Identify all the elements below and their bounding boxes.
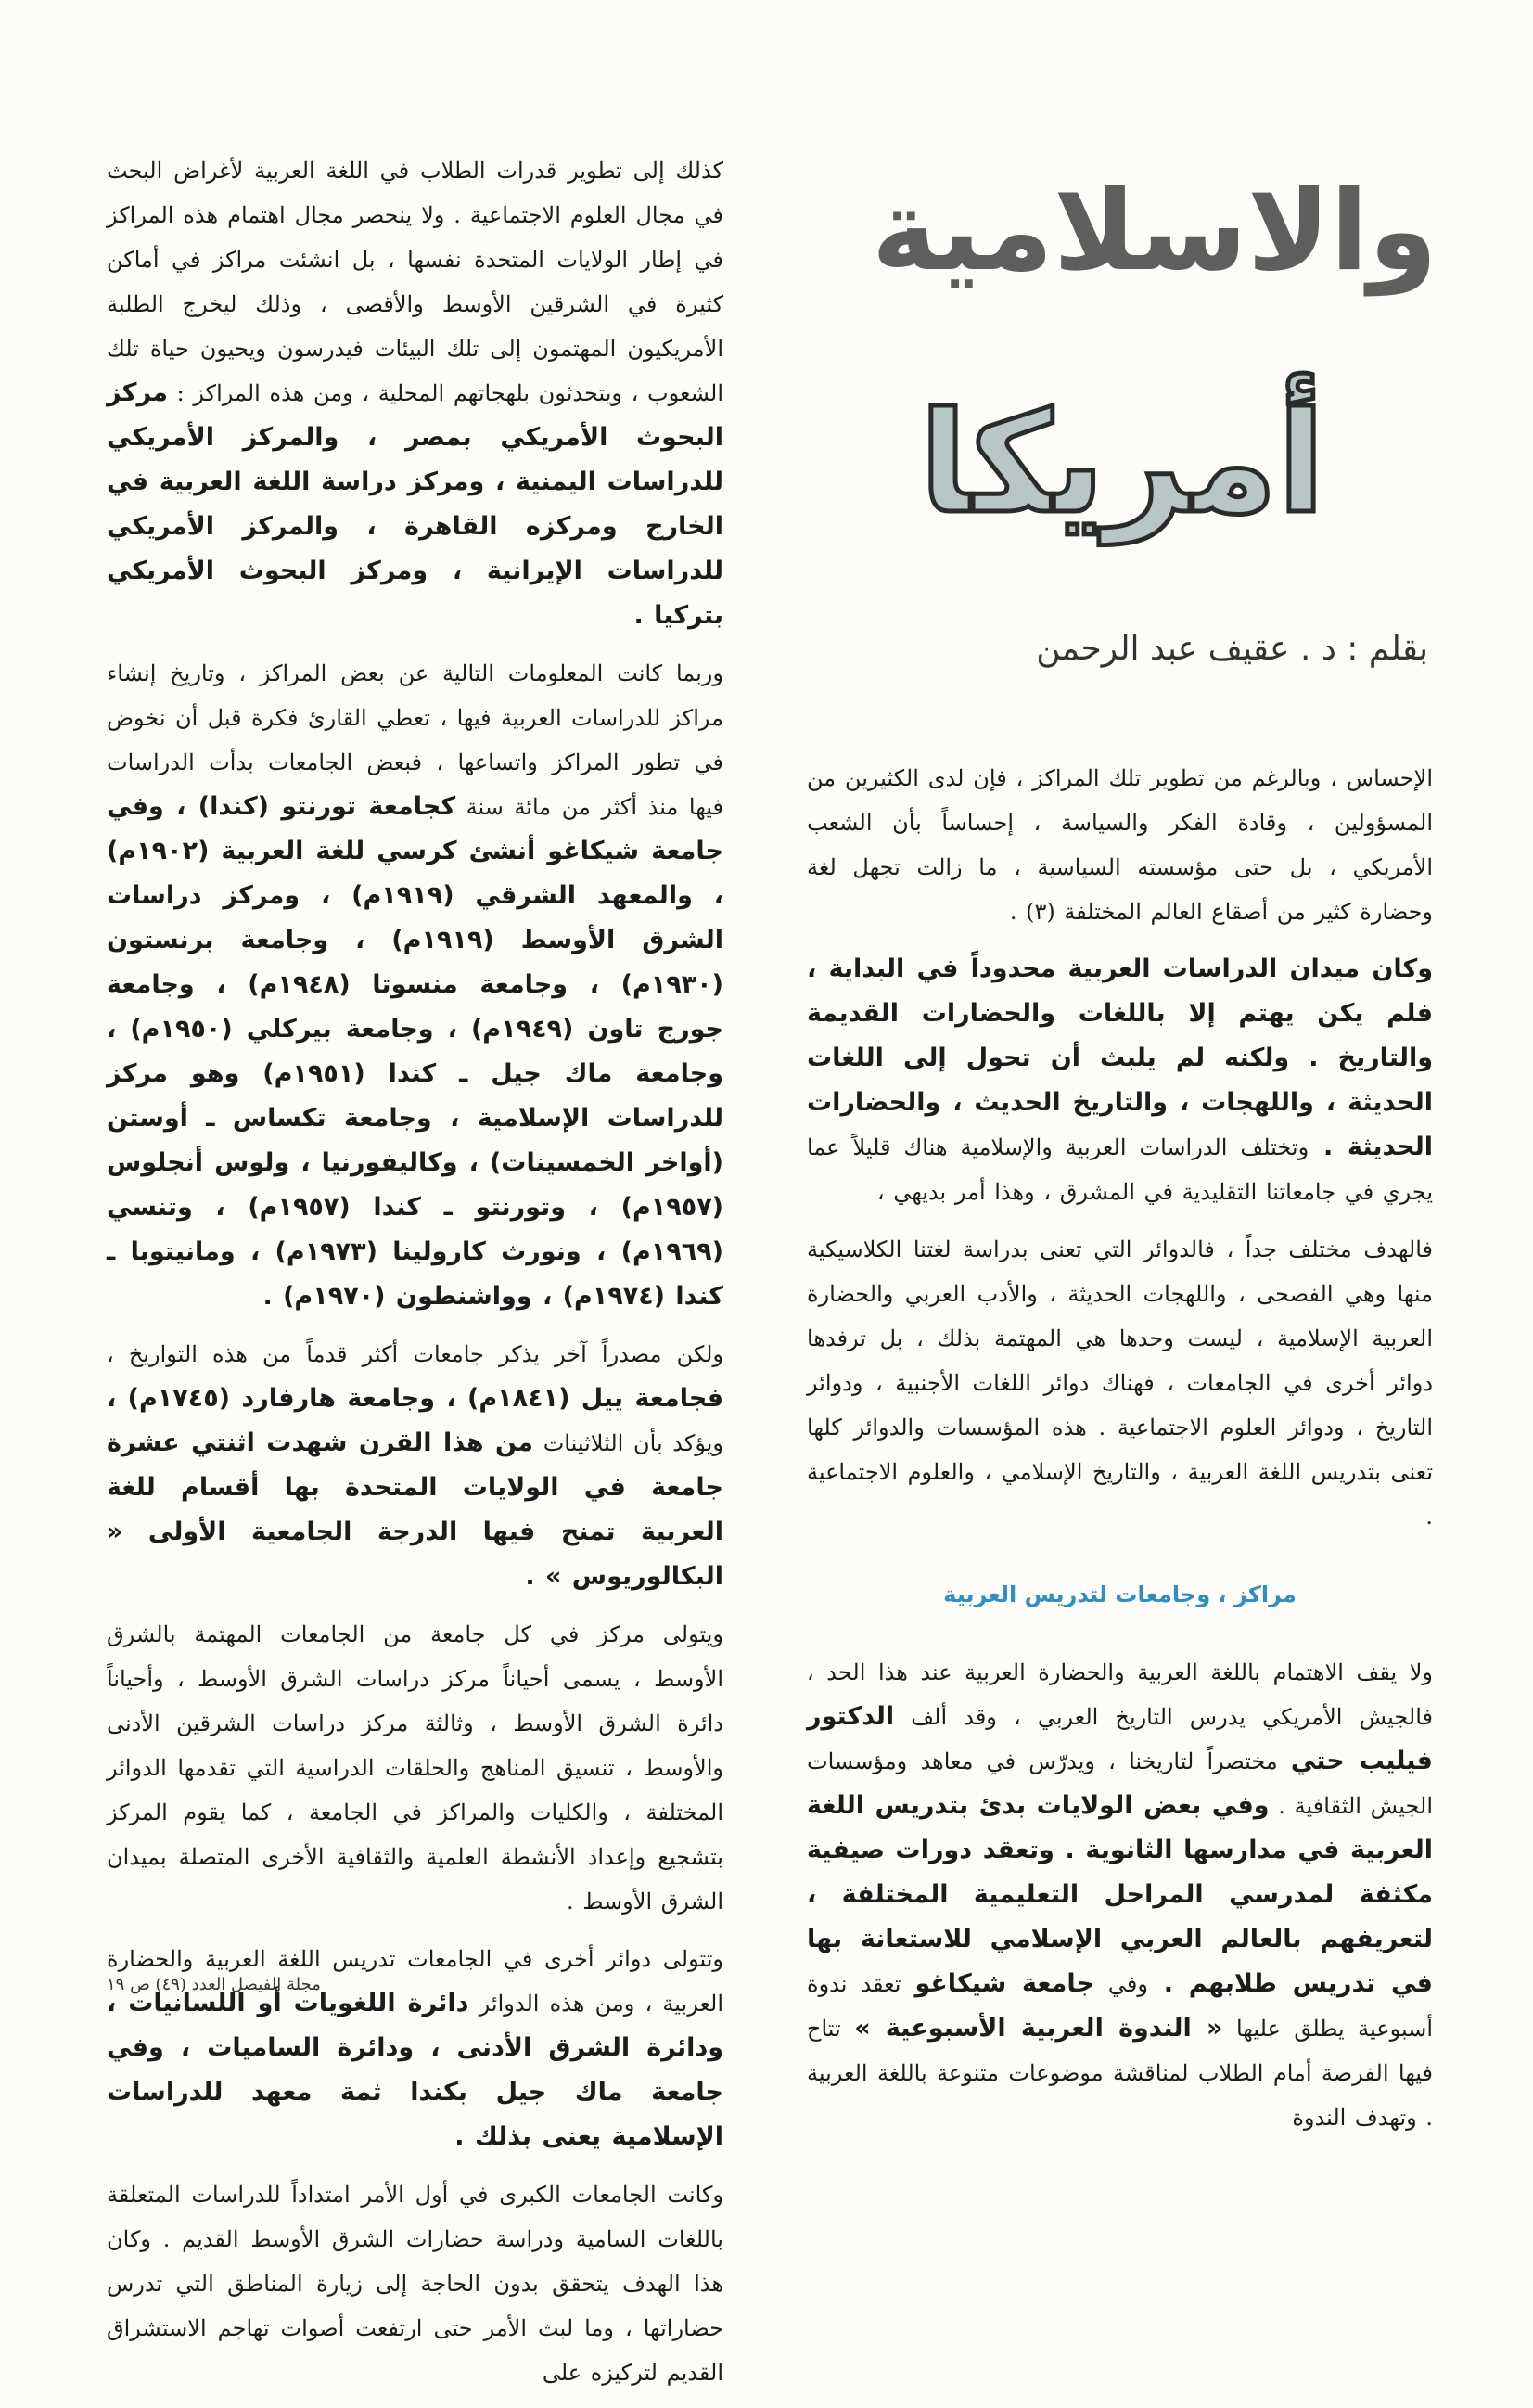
right-column-paragraphs bbox=[807, 756, 1433, 1539]
text-segment: وربما كانت المعلومات التالية عن بعض المراكز ، وتاريخ إنشاء مراكز للدراسات العربية فيها ، تعطي القارئ فكرة قبل أن نخوض في تطور المراكز واتساعها ، فبعض الجامعات بدأت الدراسات فيها منذ أكثر من مائة سنة bbox=[107, 660, 723, 820]
section-heading: مراكز ، وجامعات لتدريس العربية bbox=[943, 1582, 1297, 1607]
paragraph bbox=[107, 651, 723, 1319]
bold-text-segment: مركز البحوث الأمريكي بمصر ، والمركز الأمريكي للدراسات اليمنية ، ومركز دراسة اللغة العربية في الخارج ومركزه القاهرة ، والمركز الأمريكي للدراسات الإيرانية ، ومركز البحوث الأمريكي بتركيا . bbox=[107, 378, 723, 630]
text-segment: ولكن مصدراً آخر يذكر جامعات أكثر قدماً من هذه التواريخ ، bbox=[107, 1341, 723, 1367]
paragraph bbox=[807, 1650, 1433, 2140]
text-segment: ويؤكد بأن الثلاثينات bbox=[533, 1430, 723, 1456]
right-column bbox=[807, 756, 1433, 2153]
text-segment: فالهدف مختلف جداً ، فالدوائر التي تعنى بدراسة لغتنا الكلاسيكية منها وهي الفصحى ، واللهجات الحديثة ، والأدب العربي والحضارة العربية الإسلامية ، ليست وحدها هي المهتمة بذلك ، بل ترفدها دوائر أخرى في الجامعات ، فهناك دوائر اللغات الأجنبية ، ودوائر التاريخ ، ودوائر العلوم الاجتماعية . هذه المؤسسات والدوائر كلها تعنى بتدريس اللغة العربية ، والتاريخ الإسلامي ، والعلوم الاجتماعية . bbox=[807, 1236, 1433, 1530]
text-segment: وتختلف الدراسات العربية والإسلامية هناك قليلاً عما يجري في جامعاتنا التقليدية في المشرق ، وهذا أمر بديهي ، bbox=[807, 1134, 1433, 1205]
paragraph bbox=[107, 148, 723, 638]
article-title bbox=[807, 144, 1437, 580]
text-segment: ولا يقف الاهتمام باللغة العربية والحضارة العربية عند هذا الحد ، فالجيش الأمريكي يدرس التاريخ العربي ، وقد ألف bbox=[807, 1659, 1434, 1730]
paragraph bbox=[107, 1937, 723, 2159]
author-byline: بقلم : د . عقيف عبد الرحمن bbox=[1036, 630, 1428, 668]
text-segment: وفي bbox=[1093, 1971, 1148, 1997]
bold-text-segment: كجامعة تورنتو (كندا) ، وفي جامعة شيكاغو أنشئ كرسي للغة العربية (١٩٠٢م) ، والمعهد الشرقي (١٩١٩م) ، ومركز دراسات الشرق الأوسط (١٩١٩م) ، وجامعة برنستون (١٩٣٠م) ، وجامعة منسوتا (١٩٤٨م) ، وجامعة جورج تاون (١٩٤٩م) ، وجامعة بيركلي (١٩٥٠م) ، وجامعة ماك جيل ـ كندا (١٩٥١م) وهو مركز للدراسات الإسلامية ، وجامعة تكساس ـ أوستن (أواخر الخمسينات) ، وكاليفورنيا ، ولوس أنجلوس (١٩٥٧م) ، وتورنتو ـ كندا (١٩٥٧م) ، وتنسي (١٩٦٩م) ، ونورث كارولينا (١٩٧٣م) ، ومانيتوبا ـ كندا (١٩٧٤م) ، وواشنطون (١٩٧٠م) . bbox=[107, 792, 724, 1311]
text-segment: تتاح فيها الفرصة أمام الطلاب لمناقشة موضوعات متنوعة باللغة العربية . وتهدف الندوة bbox=[807, 2016, 1433, 2131]
title-line-islamic: والاسلامية bbox=[871, 167, 1437, 296]
paragraph bbox=[107, 1332, 723, 1599]
paragraph bbox=[807, 947, 1433, 1214]
bold-text-segment: وكان ميدان الدراسات العربية محدوداً في البداية ، فلم يكن يهتم إلا باللغات والحضارات القديمة والتاريخ . ولكنه لم يلبث أن تحول إلى اللغات الحديثة ، واللهجات ، والتاريخ الحديث ، والحضارات الحديثة . bbox=[807, 954, 1433, 1161]
bold-text-segment: من هذا القرن شهدت اثنتي عشرة جامعة في الولايات المتحدة بها أقسام للغة العربية تمنح فيها الدرجة الجامعية الأولى « البكالوريوس » . bbox=[107, 1428, 723, 1591]
text-segment: وتتولى دوائر أخرى في الجامعات تدريس اللغة العربية والحضارة العربية ، ومن هذه الدوائر bbox=[107, 1946, 723, 2017]
text-segment: الإحساس ، وبالرغم من تطوير تلك المراكز ، فإن لدى الكثيرين من المسؤولين ، وقادة الفكر والسياسة ، إحساساً بأن الشعب الأمريكي ، بل حتى مؤسسته السياسية ، ما زالت تجهل لغة وحضارة كثير من أصقاع العالم المختلفة (٣) . bbox=[807, 765, 1433, 925]
bold-text-segment: فجامعة ييل (١٨٤١م) ، وجامعة هارفارد (١٧٤٥م) ، bbox=[107, 1384, 723, 1413]
bold-text-segment: وفي بعض الولايات بدئ بتدريس اللغة العربية في مدارسها الثانوية . وتعقد دورات صيفية مكثفة لمدرسي المراحل التعليمية المختلفة ، لتعريفهم بالعالم العربي الإسلامي للاستعانة بها في تدريس طلابهم . bbox=[807, 1791, 1433, 1998]
text-segment: ويتولى مركز في كل جامعة من الجامعات المهتمة بالشرق الأوسط ، يسمى أحياناً مركز دراسات الشرق الأوسط ، وأحياناً دائرة الشرق الأوسط ، وثالثة مركز دراسات الشرقين الأدنى والأوسط ، تنسيق المناهج والحلقات الدراسية التي تقدمها الدوائر المختلفة ، والكليات والمراكز في الجامعة ، كما يقوم المركز بتشجيع وإعداد الأنشطة العلمية والثقافية الأخرى المتصلة بميدان الشرق الأوسط . bbox=[107, 1621, 724, 1915]
paragraph bbox=[107, 1612, 723, 1924]
text-segment: مختصراً لتاريخنا ، ويدرّس في معاهد ومؤسسات الجيش الثقافية . bbox=[807, 1748, 1433, 1819]
text-segment: وكانت الجامعات الكبرى في أول الأمر امتداداً للدراسات المتعلقة باللغات السامية ودراسة حضارات الشرق الأوسط القديم . وكان هذا الهدف يتحقق بدون الحاجة إلى زيارة المناطق التي تدرس حضاراتها ، وما لبث الأمر حتى ارتفعت أصوات تهاجم الاستشراق القديم لتركيزه على bbox=[107, 2182, 723, 2386]
page-footer: مجلة الفيصل العدد (٤٩) ص ١٩ bbox=[107, 1975, 321, 1994]
text-segment: تعقد ندوة أسبوعية يطلق عليها bbox=[807, 1971, 1433, 2042]
bold-text-segment: جامعة شيكاغو bbox=[914, 1969, 1094, 1998]
text-segment: كذلك إلى تطوير قدرات الطلاب في اللغة العربية لأغراض البحث في مجال العلوم الاجتماعية . ولا ينحصر مجال اهتمام هذه المراكز في إطار الولايات المتحدة نفسها ، بل انشئت مراكز في أماكن كثيرة في الشرقين الأوسط والأقصى ، وذلك ليخرج الطلبة الأمريكيون المهتمون إلى تلك البيئات فيدرسون ويحيون حياة تلك الشعوب ، ويتحدثون بلهجاتهم المحلية ، ومن هذه المراكز : bbox=[107, 158, 724, 406]
paragraph bbox=[807, 756, 1433, 934]
right-column-paragraphs-after-heading bbox=[807, 1650, 1433, 2140]
paragraph bbox=[807, 1227, 1433, 1539]
paragraph bbox=[107, 2172, 723, 2395]
bold-text-segment: دائرة اللغويات أو اللسانيات ، ودائرة الشرق الأدنى ، ودائرة الساميات ، وفي جامعة ماك جيل بكندا ثمة معهد للدراسات الإسلامية يعنى بذلك . bbox=[107, 1989, 723, 2151]
left-column bbox=[107, 148, 723, 2408]
title-line-america: أمريكا bbox=[919, 383, 1325, 544]
bold-text-segment: « الندوة العربية الأسبوعية » bbox=[854, 2014, 1223, 2043]
left-column-paragraphs bbox=[107, 148, 723, 2395]
bold-text-segment: الدكتور فيليب حتي bbox=[807, 1702, 1433, 1775]
